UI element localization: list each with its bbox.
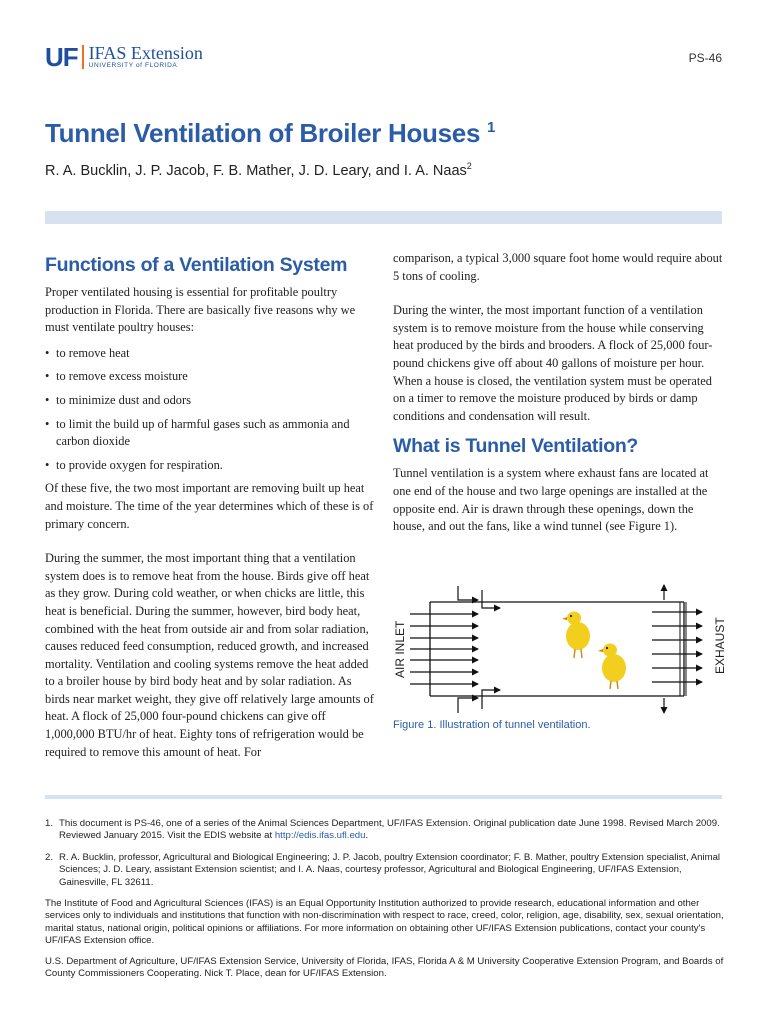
chick-illustration [598, 644, 626, 690]
footnote-number: 2. [45, 851, 54, 863]
logo-text [89, 44, 203, 70]
ifas-logo[interactable] [45, 44, 203, 70]
air-inlet-label: AIR INLET [393, 620, 407, 678]
paragraph: During the winter, the most important function of a ventilation system is to remove moisture from the house while conserving heat produced by the birds and brooders. A flock of 25,000 four-pound chickens give off about 40 gallons of moisture per hour. When a house is closed, the ventilation system must be operated on a timer to remove the moisture produced by birds or damp conditions and condensation will result. [393, 303, 713, 423]
inlet-bend-arrow [482, 590, 500, 608]
list-item: • to remove heat [45, 345, 375, 363]
footnote-2 [45, 852, 725, 889]
page-title [45, 118, 495, 149]
title-footnote-ref: 1 [487, 119, 496, 136]
footnote-text: R. A. Bucklin, professor, Agricultural and Biological Engineering; J. P. Jacob, poultry Extension coordinator; F. B. Mather, poultry Extension specialist, Animal Sciences; J. D. Leary, assistant Extension scientist; and I. A. Naas, courtesy professor, Agricultural and Biological Engineering, UF/IFAS Extension, Gainesville, FL 32611. [59, 851, 721, 888]
logo-divider [82, 45, 84, 69]
right-column [393, 250, 723, 553]
footnote-end: . [365, 830, 369, 842]
inlet-bend-arrow [458, 586, 478, 600]
edis-link[interactable]: http://edis.ifas.ufl.edu [274, 830, 366, 842]
tunnel-ventilation-figure [390, 582, 730, 717]
paragraph: comparison, a typical 3,000 square foot home would require about 5 tons of cooling. [393, 251, 723, 283]
authors-text: R. A. Bucklin, J. P. Jacob, F. B. Mather, J. D. Leary, and I. A. Naas [45, 162, 467, 179]
left-column [45, 250, 375, 778]
reasons-list [45, 345, 375, 475]
document-code: PS-46 [688, 51, 722, 65]
list-item: • to limit the build up of harmful gases such as ammonia and carbon dioxide [45, 416, 375, 451]
footnote-number: 1. [45, 818, 54, 829]
logo-university: UNIVERSITY of FLORIDA [88, 62, 178, 69]
authors-footnote-ref: 2 [466, 161, 472, 171]
logo-uf: UF [45, 42, 78, 72]
chick-illustration [562, 612, 590, 659]
paragraph: Proper ventilated housing is essential for profitable poultry production in Florida. There are basically five reasons why we must ventilate poultry houses: [45, 285, 356, 335]
section-heading-tunnel: What is Tunnel Ventilation? [393, 435, 639, 458]
footer-rule [45, 795, 722, 799]
paragraph: Tunnel ventilation is a system where exhaust fans are located at one end of the house and two large openings are installed at the opposite end. Air is drawn through these openings, down the house, and out the fans, like a wind tunnel (see Figure 1). [393, 466, 709, 534]
title-text: Tunnel Ventilation of Broiler Houses [45, 118, 481, 148]
inlet-bend-arrow [482, 690, 500, 709]
footnote-body [59, 818, 725, 843]
exhaust-label: EXHAUST [713, 617, 727, 674]
logo-ifas-extension: IFAS Extension [88, 43, 203, 63]
section-heading-functions: Functions of a Ventilation System [45, 254, 348, 276]
list-item: • to minimize dust and odors [45, 392, 375, 410]
footnote-text: This document is PS-46, one of a series of the Animal Sciences Department, UF/IFAS Extension. Original publication date June 1998. Revised March 2009. Reviewed January 2015. Visit the EDIS website at [59, 818, 720, 842]
usda-statement: U.S. Department of Agriculture, UF/IFAS Extension Service, University of Florida, IFAS, Florida A & M University Cooperative Extension Program, and Boards of County Commissioners Cooperating. Nick T. Place, dean for UF/IFAS Extension. [45, 955, 724, 980]
footnotes [45, 818, 725, 988]
figure-caption: Figure 1. Illustration of tunnel ventilation. [393, 719, 591, 731]
paragraph: Of these five, the two most important are removing built up heat and moisture. The time of the year determines which of these is of primary concern. [45, 481, 374, 531]
inlet-bend-arrow [458, 698, 478, 713]
equal-opportunity-statement: The Institute of Food and Agricultural Sciences (IFAS) is an Equal Opportunity Institution authorized to provide research, educational information and other services only to individuals and institutions that function with non-discrimination with respect to race, creed, color, religion, age, disability, sex, sexual orientation, marital status, national origin, political opinions or affiliations. For more information on obtaining other UF/IFAS Extension publications, contact your county's UF/IFAS Extension office. [45, 898, 724, 947]
list-item: • to provide oxygen for respiration. [45, 457, 375, 475]
authors [45, 161, 472, 179]
footnote-1 [45, 818, 725, 843]
paragraph: During the summer, the most important thing that a ventilation system does is to remove heat from the house. Birds give off heat as they grow. During cold weather, or when chicks are little, this heat is beneficial. During the summer, however, bird body heat, combined with the heat from outside air and from solar radiation, causes reduced feed consumption, reduced growth, and increased mortality. Ventilation and cooling systems remove the heat added to a broiler house by bird body heat and by solar radiation. As birds near market weight, they give off relatively large amounts of heat. A flock of 25,000 four-pound chickens can give off 1,000,000 BTU/hr of heat. Eighty tons of refrigeration would be required to remove this amount of heat. For [45, 551, 374, 759]
list-item: • to remove excess moisture [45, 368, 375, 386]
header-rule [45, 211, 722, 224]
